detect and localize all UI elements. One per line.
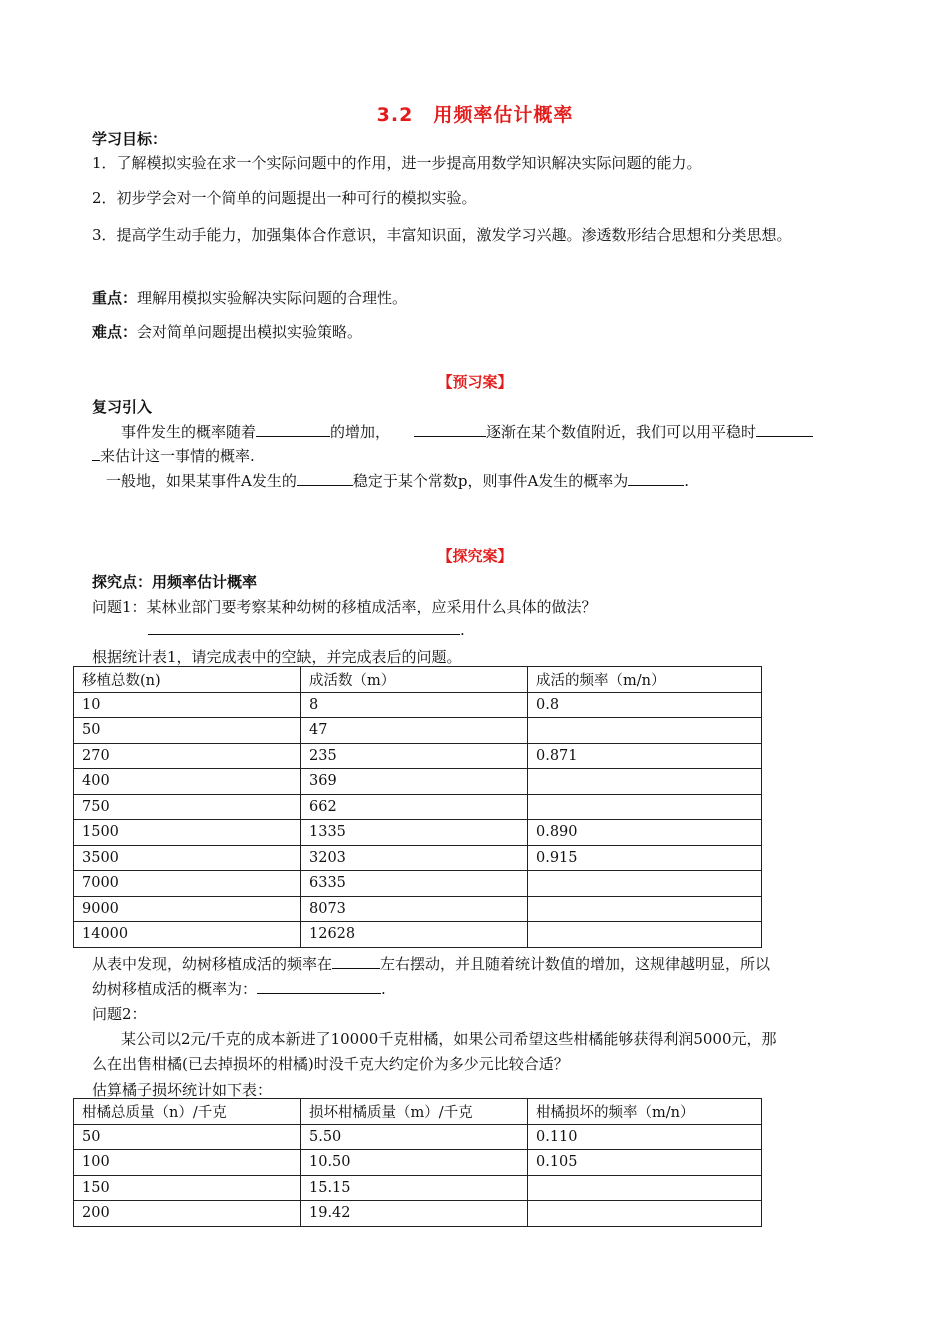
table-header-cell: 损坏柑橘质量（m）/千克 bbox=[301, 1099, 528, 1125]
difficulty-text: 会对简单问题提出模拟实验策略。 bbox=[137, 323, 363, 341]
table-header-cell: 移植总数(n) bbox=[74, 667, 301, 693]
preview-text: 来估计这一事情的概率. bbox=[100, 447, 255, 465]
preview-text: 的增加， bbox=[330, 423, 391, 441]
table-row bbox=[74, 820, 762, 846]
table-cell[interactable] bbox=[528, 769, 762, 795]
table-cell: 662 bbox=[301, 794, 528, 820]
preview-text: . bbox=[684, 472, 690, 490]
table-row bbox=[74, 845, 762, 871]
table-cell: 8 bbox=[301, 692, 528, 718]
table-cell: 1500 bbox=[74, 820, 301, 846]
table-cell: 1335 bbox=[301, 820, 528, 846]
fill-blank[interactable] bbox=[297, 471, 353, 486]
table-row bbox=[74, 1201, 762, 1227]
answer-end: . bbox=[460, 621, 465, 639]
table-row bbox=[74, 871, 762, 897]
table-row bbox=[74, 794, 762, 820]
question-2-text-cont: 么在出售柑橘(已去掉损坏的柑橘)时没千克大约定价为多少元比较合适？ bbox=[92, 1055, 569, 1073]
table2-intro: 估算橘子损坏统计如下表： bbox=[92, 1081, 273, 1099]
orange-damage-table bbox=[73, 1098, 762, 1227]
table-cell: 0.8 bbox=[528, 692, 762, 718]
table-row bbox=[74, 896, 762, 922]
keypoint bbox=[92, 287, 407, 308]
fill-blank[interactable] bbox=[756, 422, 813, 437]
table-cell[interactable] bbox=[528, 1201, 762, 1227]
explore-heading: 【探究案】 bbox=[437, 547, 513, 565]
table-cell: 3500 bbox=[74, 845, 301, 871]
table-cell: 0.110 bbox=[528, 1124, 762, 1150]
transplant-table bbox=[73, 666, 762, 948]
keypoint-text: 理解用模拟实验解决实际问题的合理性。 bbox=[137, 289, 408, 307]
table-cell: 8073 bbox=[301, 896, 528, 922]
fill-blank[interactable] bbox=[414, 422, 486, 437]
table-cell: 100 bbox=[74, 1150, 301, 1176]
table-cell: 400 bbox=[74, 769, 301, 795]
question-2-text: 某公司以2元/千克的成本新进了10000千克柑橘，如果公司希望这些柑橘能够获得利润5000元，那 bbox=[121, 1030, 777, 1048]
preview-heading: 【预习案】 bbox=[437, 373, 513, 391]
page-title: 3.2 用频率估计概率 bbox=[376, 104, 574, 126]
fill-blank[interactable] bbox=[256, 422, 330, 437]
fill-blank[interactable] bbox=[257, 979, 381, 994]
question-1-answer bbox=[148, 620, 465, 639]
table-header-row bbox=[74, 1099, 762, 1125]
table-cell: 0.871 bbox=[528, 743, 762, 769]
table-cell: 750 bbox=[74, 794, 301, 820]
preview-paragraph-2 bbox=[106, 470, 689, 491]
fill-blank[interactable] bbox=[148, 620, 460, 635]
table-header-row bbox=[74, 667, 762, 693]
table-header-cell: 柑橘总质量（n）/千克 bbox=[74, 1099, 301, 1125]
table-cell: 3203 bbox=[301, 845, 528, 871]
table-cell: 15.15 bbox=[301, 1175, 528, 1201]
table-header-cell: 柑橘损坏的频率（m/n） bbox=[528, 1099, 762, 1125]
table-cell: 0.915 bbox=[528, 845, 762, 871]
table-cell: 7000 bbox=[74, 871, 301, 897]
table-row bbox=[74, 922, 762, 948]
preview-text: 稳定于某个常数p，则事件A发生的概率为 bbox=[352, 472, 629, 490]
table-cell: 369 bbox=[301, 769, 528, 795]
table-cell: 10.50 bbox=[301, 1150, 528, 1176]
question-1: 问题1：某林业部门要考察某种幼树的移植成活率，应采用什么具体的做法？ bbox=[92, 598, 597, 616]
preview-subheading: 复习引入 bbox=[92, 398, 153, 416]
table-row bbox=[74, 692, 762, 718]
objective-item-3: 3．提高学生动手能力，加强集体合作意识，丰富知识面，激发学习兴趣。渗透数形结合思想和分类思想。 bbox=[92, 226, 792, 244]
table-header-cell: 成活的频率（m/n） bbox=[528, 667, 762, 693]
table-row bbox=[74, 718, 762, 744]
fill-blank[interactable] bbox=[92, 446, 100, 461]
table-cell: 50 bbox=[74, 1124, 301, 1150]
table-row bbox=[74, 1124, 762, 1150]
table1-conclusion bbox=[92, 953, 770, 974]
preview-text: 事件发生的概率随着 bbox=[121, 423, 257, 441]
table-cell[interactable] bbox=[528, 871, 762, 897]
table-cell: 270 bbox=[74, 743, 301, 769]
fill-blank[interactable] bbox=[628, 471, 684, 486]
table-cell: 10 bbox=[74, 692, 301, 718]
explore-point: 探究点：用频率估计概率 bbox=[92, 573, 258, 591]
table-row bbox=[74, 769, 762, 795]
conclusion-text: 从表中发现，幼树移植成活的频率在 bbox=[92, 955, 333, 973]
conclusion-text: . bbox=[381, 980, 386, 998]
table-cell: 5.50 bbox=[301, 1124, 528, 1150]
table-cell: 0.890 bbox=[528, 820, 762, 846]
table-cell: 200 bbox=[74, 1201, 301, 1227]
table-cell: 50 bbox=[74, 718, 301, 744]
fill-blank[interactable] bbox=[332, 954, 380, 969]
table-cell: 235 bbox=[301, 743, 528, 769]
table-row bbox=[74, 1175, 762, 1201]
question-2-label: 问题2： bbox=[92, 1005, 147, 1023]
table-header-cell: 成活数（m） bbox=[301, 667, 528, 693]
preview-text: 逐渐在某个数值附近，我们可以用平稳时 bbox=[486, 423, 757, 441]
keypoint-label: 重点： bbox=[92, 289, 138, 307]
table-cell[interactable] bbox=[528, 718, 762, 744]
table-cell: 12628 bbox=[301, 922, 528, 948]
objective-item-2: 2．初步学会对一个简单的问题提出一种可行的模拟实验。 bbox=[92, 189, 477, 207]
table-cell[interactable] bbox=[528, 794, 762, 820]
preview-paragraph-1 bbox=[121, 421, 813, 442]
table-cell[interactable] bbox=[528, 1175, 762, 1201]
conclusion-text: 幼树移植成活的概率为： bbox=[92, 980, 258, 998]
difficulty bbox=[92, 321, 362, 342]
preview-text: 一般地，如果某事件A发生的 bbox=[106, 472, 297, 490]
table-cell: 150 bbox=[74, 1175, 301, 1201]
table-cell: 14000 bbox=[74, 922, 301, 948]
table-cell: 19.42 bbox=[301, 1201, 528, 1227]
table-cell: 6335 bbox=[301, 871, 528, 897]
table-cell[interactable] bbox=[528, 896, 762, 922]
table-cell: 9000 bbox=[74, 896, 301, 922]
table1-conclusion-cont bbox=[92, 978, 386, 999]
table1-intro: 根据统计表1，请完成表中的空缺，并完成表后的问题。 bbox=[92, 648, 462, 666]
table-row bbox=[74, 1150, 762, 1176]
preview-paragraph-1-cont bbox=[92, 445, 255, 466]
table-cell[interactable] bbox=[528, 922, 762, 948]
table-cell: 0.105 bbox=[528, 1150, 762, 1176]
table-cell: 47 bbox=[301, 718, 528, 744]
objectives-heading: 学习目标： bbox=[92, 130, 168, 148]
table-row bbox=[74, 743, 762, 769]
difficulty-label: 难点： bbox=[92, 323, 138, 341]
objective-item-1: 1．了解模拟实验在求一个实际问题中的作用，进一步提高用数学知识解决实际问题的能力。 bbox=[92, 154, 702, 172]
conclusion-text: 左右摆动，并且随着统计数值的增加，这规律越明显，所以 bbox=[380, 955, 771, 973]
